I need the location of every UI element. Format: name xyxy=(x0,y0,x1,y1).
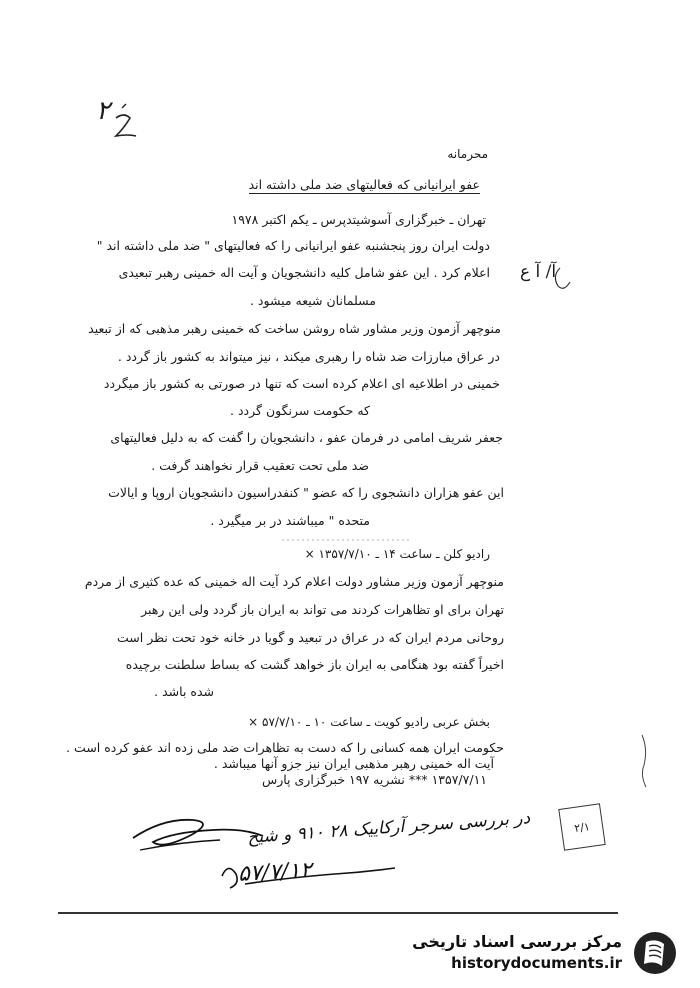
paragraph-line: متحده " میباشند در بر میگیرد . xyxy=(210,513,370,528)
paragraph-line: این عفو هزاران دانشجوی را که عضو " کنفدراسیون دانشجویان اروپا و ایالات xyxy=(108,485,504,500)
bulletin-line: روحانی مردم ایران که در عراق در تبعید و گویا در خانه خود تحت نظر است xyxy=(117,630,504,645)
bulletin-line: شده باشد . xyxy=(154,684,214,699)
archive-logo-icon xyxy=(632,930,678,976)
paragraph-line: که حکومت سرنگون گردد . xyxy=(230,403,370,418)
archive-watermark xyxy=(392,926,682,976)
handwritten-date: ۵۷/۷/۱۲ xyxy=(237,858,313,887)
paragraph-line: ضد ملی تحت تعقیب قرار نخواهند گرفت . xyxy=(151,458,369,473)
watermark-url: historydocuments.ir xyxy=(451,954,622,972)
bulletin-line: حکومت ایران همه کسانی را که دست به تظاهرات ضد ملی زده اند عفو کرده است . xyxy=(66,740,504,755)
classification-label: محرمانه xyxy=(447,147,488,161)
paragraph-line: اعلام کرد . این عفو شامل کلیه دانشجویان و آیت اله خمینی رهبر تبعیدی xyxy=(118,265,490,280)
bulletin-line: آیت اله خمینی رهبر مذهبی ایران نیز جزو آنها میباشد . xyxy=(213,756,494,771)
paragraph-line: خمینی در اطلاعیه ای اعلام کرده است که تنها در صورتی به کشور باز میگردد xyxy=(103,376,500,391)
watermark-title: مرکز بررسی اسناد تاریخی xyxy=(412,932,622,951)
bulletin-heading: رادیو کلن ـ ساعت ۱۴ ـ ۱۳۵۷/۷/۱۰ × xyxy=(304,547,490,561)
footer-divider xyxy=(58,912,618,914)
headline: عفو ایرانیانی که فعالیتهای ضد ملی داشته اند xyxy=(248,177,480,192)
paragraph-line: منوچهر آزمون وزیر مشاور شاه روشن ساخت که خمینی رهبر مذهبی که از تبعید xyxy=(88,321,501,336)
page-number: ۲ xyxy=(96,96,110,126)
stamp-box: ۲/۱ xyxy=(558,803,605,850)
margin-handwritten-mark: آ/ آ ع xyxy=(520,262,557,282)
paragraph-line: دولت ایران روز پنجشنبه عفو ایرانیانی را که فعالیتهای " ضد ملی داشته اند " xyxy=(96,238,490,253)
paragraph-line: جعفر شریف امامی در فرمان عفو ، دانشجویان را گفت که به دلیل فعالیتهای xyxy=(110,430,503,445)
source-footer-line: ۱۳۵۷/۷/۱۱ *** نشریه ۱۹۷ خبرگزاری پارس xyxy=(261,772,487,787)
paragraph-line: در عراق مبارزات ضد شاه را رهبری میکند ، نیز میتواند به کشور باز گردد . xyxy=(117,349,500,364)
bulletin-line: تهران برای او تظاهرات کردند می تواند به ایران باز گردد ولی این رهبر xyxy=(141,602,504,617)
paragraph-line: مسلمانان شیعه میشود . xyxy=(249,293,376,308)
handwritten-note: در بررسی سرجر آرکاییک ۲۸ ۹۱۰ و شیخ xyxy=(246,808,531,848)
bulletin-line: منوچهر آزمون وزیر مشاور دولت اعلام کرد آیت اله خمینی که عده کثیری از مردم xyxy=(84,574,504,589)
bulletin-line: اخیراً گفته بود هنگامی به ایران باز خواهد گشت که بساط سلطنت برچیده xyxy=(125,657,504,672)
bulletin-heading: بخش عربی رادیو کویت ـ ساعت ۱۰ ـ ۵۷/۷/۱۰ × xyxy=(248,715,490,729)
dateline: تهران ـ خبرگزاری آسوشیتدپرس ـ یکم اکتبر ۱۹۷۸ xyxy=(231,212,486,227)
